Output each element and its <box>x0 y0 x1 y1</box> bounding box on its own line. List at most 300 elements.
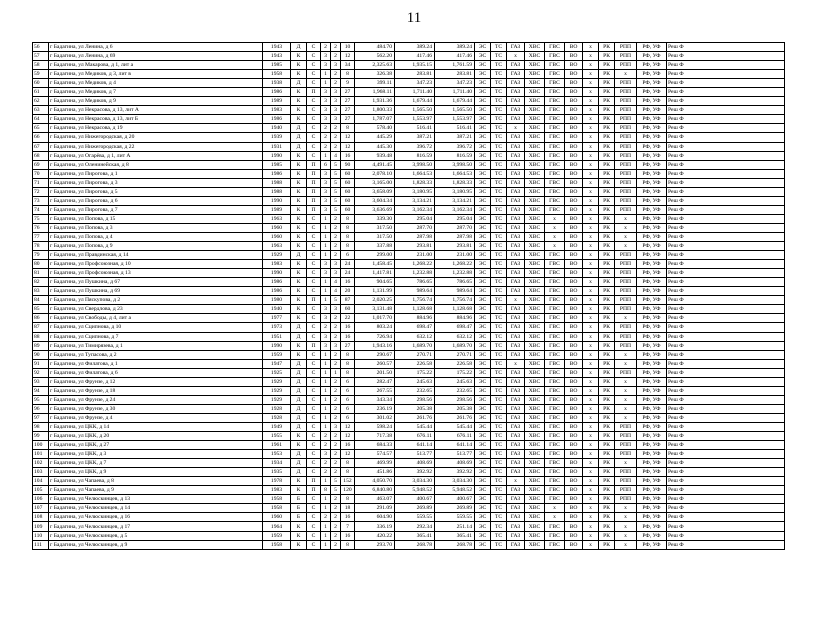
cell-build-year: 1939 <box>263 133 291 142</box>
cell-heating: ТС <box>491 133 507 142</box>
cell-total-area: 574.57 <box>355 450 395 459</box>
cell-waste: х <box>583 513 599 522</box>
cell-material: С <box>307 359 321 368</box>
cell-living-area: 292.34 <box>395 522 435 531</box>
cell-facade-code: РФ, УФ <box>637 450 667 459</box>
cell-cold-water: ХВС <box>525 504 545 513</box>
cell-waste: х <box>583 368 599 377</box>
cell-facade-code: РФ, УФ <box>637 223 667 232</box>
cell-waste: х <box>583 395 599 404</box>
cell-cold-water: ХВС <box>525 260 545 269</box>
cell-wall-type: Д <box>291 468 307 477</box>
cell-electricity: ЭС <box>475 404 491 413</box>
cell-sewerage: ВО <box>565 504 583 513</box>
cell-waste: х <box>583 124 599 133</box>
cell-heating: ТС <box>491 269 507 278</box>
cell-residential-area: 396.72 <box>435 142 475 151</box>
cell-waste: х <box>583 278 599 287</box>
cell-gas: х <box>507 52 525 61</box>
cell-waste: х <box>583 477 599 486</box>
cell-entrances: 1 <box>321 386 331 395</box>
cell-rpp-code: РПП <box>615 124 637 133</box>
cell-rk-code: РК <box>599 495 615 504</box>
cell-living-area: 5,948.52 <box>395 486 435 495</box>
cell-waste: х <box>583 404 599 413</box>
cell-hot-water: ГВС <box>545 142 565 151</box>
cell-facade-code: РФ, УФ <box>637 196 667 205</box>
cell-entrances: 3 <box>321 115 331 124</box>
cell-material: С <box>307 142 321 151</box>
cell-row-number: 111 <box>33 540 49 549</box>
cell-apartments: 12 <box>341 142 355 151</box>
cell-facade-code: РФ, УФ <box>637 323 667 332</box>
cell-rk-code: РК <box>599 477 615 486</box>
cell-facade-code: РФ, УФ <box>637 495 667 504</box>
cell-build-year: 1929 <box>263 395 291 404</box>
cell-rpp-code: х <box>615 504 637 513</box>
cell-apartments: 24 <box>341 269 355 278</box>
cell-wall-type: К <box>291 169 307 178</box>
cell-row-number: 106 <box>33 495 49 504</box>
cell-heating: ТС <box>491 531 507 540</box>
cell-wall-type: Б <box>291 513 307 522</box>
cell-electricity: ЭС <box>475 142 491 151</box>
cell-waste: х <box>583 341 599 350</box>
cell-row-number: 68 <box>33 151 49 160</box>
cell-cold-water: ХВС <box>525 314 545 323</box>
cell-build-year: 1951 <box>263 332 291 341</box>
cell-material: С <box>307 504 321 513</box>
cell-floors: 2 <box>331 413 341 422</box>
cell-decision: Реш Ф <box>667 413 785 422</box>
cell-hot-water: ГВС <box>545 441 565 450</box>
cell-rpp-code: РПП <box>615 278 637 287</box>
cell-gas: ГАЗ <box>507 88 525 97</box>
cell-rk-code: РК <box>599 196 615 205</box>
cell-floors: 5 <box>331 160 341 169</box>
cell-cold-water: ХВС <box>525 124 545 133</box>
cell-hot-water: ГВС <box>545 278 565 287</box>
cell-floors: 2 <box>331 377 341 386</box>
cell-waste: х <box>583 133 599 142</box>
cell-floors: 2 <box>331 133 341 142</box>
cell-facade-code: РФ, УФ <box>637 341 667 350</box>
cell-address: г Бадагина, ул Некрасова, д 13, лит А <box>49 106 263 115</box>
cell-waste: х <box>583 160 599 169</box>
cell-living-area: 1,268.22 <box>395 260 435 269</box>
cell-sewerage: ВО <box>565 359 583 368</box>
cell-address: г Бадагина, ул ЦКК, д 27 <box>49 441 263 450</box>
cell-address: г Бадагина, ул ЦКК, д 14 <box>49 422 263 431</box>
cell-waste: х <box>583 232 599 241</box>
cell-cold-water: ХВС <box>525 432 545 441</box>
cell-electricity: ЭС <box>475 377 491 386</box>
cell-apartments: 60 <box>341 169 355 178</box>
cell-rk-code: РК <box>599 79 615 88</box>
cell-floors: 3 <box>331 115 341 124</box>
cell-cold-water: ХВС <box>525 115 545 124</box>
cell-wall-type: Д <box>291 124 307 133</box>
table-row <box>33 251 785 260</box>
cell-electricity: ЭС <box>475 251 491 260</box>
cell-row-number: 103 <box>33 468 49 477</box>
cell-apartments: 20 <box>341 287 355 296</box>
cell-gas: ГАЗ <box>507 61 525 70</box>
cell-apartments: 27 <box>341 115 355 124</box>
cell-rk-code: РК <box>599 368 615 377</box>
cell-facade-code: РФ, УФ <box>637 359 667 368</box>
cell-rpp-code: РПП <box>615 305 637 314</box>
cell-floors: 3 <box>331 422 341 431</box>
cell-residential-area: 298.56 <box>435 395 475 404</box>
cell-entrances: 2 <box>321 43 331 52</box>
cell-rk-code: РК <box>599 260 615 269</box>
cell-apartments: 16 <box>341 441 355 450</box>
cell-row-number: 58 <box>33 61 49 70</box>
cell-apartments: 27 <box>341 341 355 350</box>
cell-residential-area: 408.69 <box>435 459 475 468</box>
cell-cold-water: ХВС <box>525 223 545 232</box>
cell-build-year: 1986 <box>263 169 291 178</box>
cell-entrances: 3 <box>321 52 331 61</box>
cell-heating: ТС <box>491 160 507 169</box>
cell-decision: Реш Ф <box>667 187 785 196</box>
cell-residential-area: 559.55 <box>435 513 475 522</box>
cell-residential-area: 295.04 <box>435 214 475 223</box>
cell-material: С <box>307 468 321 477</box>
cell-rpp-code: х <box>615 522 637 531</box>
cell-gas: х <box>507 124 525 133</box>
cell-entrances: 1 <box>321 214 331 223</box>
cell-gas: ГАЗ <box>507 196 525 205</box>
cell-electricity: ЭС <box>475 513 491 522</box>
cell-entrances: 1 <box>321 531 331 540</box>
cell-material: С <box>307 97 321 106</box>
cell-hot-water: ГВС <box>545 205 565 214</box>
cell-gas: ГАЗ <box>507 151 525 160</box>
cell-living-area: 347.23 <box>395 79 435 88</box>
cell-row-number: 86 <box>33 314 49 323</box>
cell-hot-water: ГВС <box>545 377 565 386</box>
cell-decision: Реш Ф <box>667 43 785 52</box>
cell-facade-code: РФ, УФ <box>637 205 667 214</box>
cell-living-area: 268.78 <box>395 540 435 549</box>
cell-residential-area: 545.44 <box>435 422 475 431</box>
cell-facade-code: РФ, УФ <box>637 468 667 477</box>
cell-build-year: 1978 <box>263 477 291 486</box>
cell-apartments: 8 <box>341 223 355 232</box>
cell-facade-code: РФ, УФ <box>637 187 667 196</box>
cell-waste: х <box>583 522 599 531</box>
cell-floors: 5 <box>331 296 341 305</box>
cell-address: г Бадагина, ул Попова, д 3 <box>49 223 263 232</box>
cell-total-area: 3,604.34 <box>355 196 395 205</box>
cell-heating: ТС <box>491 305 507 314</box>
cell-rk-code: РК <box>599 214 615 223</box>
cell-cold-water: ХВС <box>525 368 545 377</box>
cell-gas: ГАЗ <box>507 142 525 151</box>
cell-apartments: 8 <box>341 214 355 223</box>
cell-row-number: 89 <box>33 341 49 350</box>
cell-entrances: 1 <box>321 251 331 260</box>
cell-cold-water: ХВС <box>525 133 545 142</box>
cell-sewerage: ВО <box>565 323 583 332</box>
cell-living-area: 1,756.74 <box>395 296 435 305</box>
table-row <box>33 486 785 495</box>
cell-wall-type: К <box>291 278 307 287</box>
cell-hot-water: х <box>545 513 565 522</box>
cell-material: С <box>307 305 321 314</box>
cell-rk-code: РК <box>599 278 615 287</box>
cell-rpp-code: х <box>615 531 637 540</box>
cell-waste: х <box>583 223 599 232</box>
cell-row-number: 69 <box>33 160 49 169</box>
cell-total-area: 717.38 <box>355 432 395 441</box>
cell-entrances: 1 <box>321 395 331 404</box>
cell-residential-area: 232.65 <box>435 386 475 395</box>
cell-decision: Реш Ф <box>667 359 785 368</box>
table-row <box>33 359 785 368</box>
cell-heating: ТС <box>491 43 507 52</box>
cell-cold-water: ХВС <box>525 43 545 52</box>
cell-wall-type: К <box>291 61 307 70</box>
cell-floors: 3 <box>331 88 341 97</box>
cell-rk-code: РК <box>599 422 615 431</box>
cell-total-area: 4,491.45 <box>355 160 395 169</box>
cell-address: г Бадагина, ул Правдинская, д 14 <box>49 251 263 260</box>
cell-cold-water: ХВС <box>525 296 545 305</box>
cell-residential-area: 293.81 <box>435 242 475 251</box>
cell-apartments: 60 <box>341 178 355 187</box>
cell-waste: х <box>583 187 599 196</box>
cell-apartments: 16 <box>341 531 355 540</box>
cell-rpp-code: х <box>615 350 637 359</box>
cell-material: С <box>307 223 321 232</box>
cell-sewerage: ВО <box>565 287 583 296</box>
cell-heating: ТС <box>491 377 507 386</box>
cell-hot-water: ГВС <box>545 495 565 504</box>
cell-rpp-code: РПП <box>615 296 637 305</box>
cell-residential-area: 400.67 <box>435 495 475 504</box>
cell-heating: ТС <box>491 459 507 468</box>
cell-floors: 3 <box>331 61 341 70</box>
cell-gas: ГАЗ <box>507 232 525 241</box>
cell-build-year: 1959 <box>263 531 291 540</box>
cell-sewerage: ВО <box>565 432 583 441</box>
table-row <box>33 432 785 441</box>
cell-living-area: 270.71 <box>395 350 435 359</box>
cell-apartments: 60 <box>341 205 355 214</box>
cell-rpp-code: х <box>615 395 637 404</box>
cell-rk-code: РК <box>599 395 615 404</box>
cell-row-number: 81 <box>33 269 49 278</box>
cell-hot-water: ГВС <box>545 52 565 61</box>
cell-entrances: 2 <box>321 124 331 133</box>
cell-rk-code: РК <box>599 151 615 160</box>
cell-heating: ТС <box>491 513 507 522</box>
cell-waste: х <box>583 242 599 251</box>
cell-material: С <box>307 314 321 323</box>
cell-floors: 2 <box>331 223 341 232</box>
cell-sewerage: ВО <box>565 187 583 196</box>
cell-total-area: 939.48 <box>355 151 395 160</box>
cell-electricity: ЭС <box>475 88 491 97</box>
cell-electricity: ЭС <box>475 115 491 124</box>
cell-build-year: 1963 <box>263 242 291 251</box>
cell-wall-type: К <box>291 531 307 540</box>
cell-entrances: 1 <box>321 242 331 251</box>
table-row <box>33 341 785 350</box>
cell-total-area: 1,943.16 <box>355 341 395 350</box>
cell-wall-type: К <box>291 178 307 187</box>
cell-address: г Бадагина, ул Ленина, д 69 <box>49 52 263 61</box>
cell-wall-type: Д <box>291 422 307 431</box>
cell-cold-water: ХВС <box>525 386 545 395</box>
cell-living-area: 298.56 <box>395 395 435 404</box>
cell-wall-type: К <box>291 441 307 450</box>
table-row <box>33 477 785 486</box>
cell-sewerage: ВО <box>565 296 583 305</box>
cell-heating: ТС <box>491 332 507 341</box>
cell-decision: Реш Ф <box>667 115 785 124</box>
cell-living-area: 559.55 <box>395 513 435 522</box>
cell-floors: 2 <box>331 142 341 151</box>
cell-wall-type: К <box>291 223 307 232</box>
cell-hot-water: ГВС <box>545 196 565 205</box>
cell-residential-area: 3,162.34 <box>435 205 475 214</box>
cell-hot-water: ГВС <box>545 160 565 169</box>
table-row <box>33 413 785 422</box>
cell-waste: х <box>583 251 599 260</box>
cell-gas: ГАЗ <box>507 97 525 106</box>
cell-entrances: 3 <box>321 88 331 97</box>
table-row <box>33 395 785 404</box>
cell-hot-water: ГВС <box>545 386 565 395</box>
cell-sewerage: ВО <box>565 142 583 151</box>
cell-build-year: 1928 <box>263 413 291 422</box>
cell-row-number: 90 <box>33 350 49 359</box>
cell-total-area: 3,131.48 <box>355 305 395 314</box>
cell-waste: х <box>583 350 599 359</box>
cell-residential-area: 245.63 <box>435 377 475 386</box>
cell-sewerage: ВО <box>565 377 583 386</box>
cell-heating: ТС <box>491 196 507 205</box>
cell-facade-code: РФ, УФ <box>637 305 667 314</box>
cell-waste: х <box>583 97 599 106</box>
cell-hot-water: ГВС <box>545 531 565 540</box>
cell-wall-type: Д <box>291 368 307 377</box>
cell-decision: Реш Ф <box>667 79 785 88</box>
cell-floors: 4 <box>331 278 341 287</box>
cell-hot-water: ГВС <box>545 296 565 305</box>
cell-total-area: 1,131.99 <box>355 287 395 296</box>
cell-electricity: ЭС <box>475 495 491 504</box>
cell-rpp-code: РПП <box>615 115 637 124</box>
cell-living-area: 3,162.34 <box>395 205 435 214</box>
cell-cold-water: ХВС <box>525 160 545 169</box>
cell-facade-code: РФ, УФ <box>637 377 667 386</box>
table-row <box>33 314 785 323</box>
cell-row-number: 72 <box>33 187 49 196</box>
cell-build-year: 1986 <box>263 287 291 296</box>
cell-electricity: ЭС <box>475 242 491 251</box>
cell-wall-type: Д <box>291 323 307 332</box>
cell-rk-code: РК <box>599 142 615 151</box>
cell-apartments: 8 <box>341 124 355 133</box>
cell-residential-area: 270.71 <box>435 350 475 359</box>
cell-rpp-code: РПП <box>615 196 637 205</box>
cell-wall-type: Б <box>291 504 307 513</box>
cell-total-area: 562.20 <box>355 52 395 61</box>
cell-apartments: 10 <box>341 43 355 52</box>
cell-row-number: 79 <box>33 251 49 260</box>
cell-residential-area: 417.46 <box>435 52 475 61</box>
table-row <box>33 287 785 296</box>
cell-entrances: 1 <box>321 422 331 431</box>
cell-hot-water: ГВС <box>545 368 565 377</box>
cell-electricity: ЭС <box>475 97 491 106</box>
cell-entrances: 1 <box>321 79 331 88</box>
cell-material: С <box>307 124 321 133</box>
cell-electricity: ЭС <box>475 432 491 441</box>
cell-gas: ГАЗ <box>507 540 525 549</box>
cell-build-year: 1983 <box>263 486 291 495</box>
cell-electricity: ЭС <box>475 232 491 241</box>
cell-build-year: 1989 <box>263 205 291 214</box>
cell-floors: 2 <box>331 79 341 88</box>
cell-floors: 5 <box>331 205 341 214</box>
cell-hot-water: ГВС <box>545 260 565 269</box>
cell-decision: Реш Ф <box>667 124 785 133</box>
cell-build-year: 1947 <box>263 359 291 368</box>
cell-material: С <box>307 432 321 441</box>
cell-electricity: ЭС <box>475 269 491 278</box>
cell-sewerage: ВО <box>565 540 583 549</box>
table-row <box>33 70 785 79</box>
cell-residential-area: 641.14 <box>435 441 475 450</box>
cell-hot-water: ГВС <box>545 459 565 468</box>
cell-address: г Бадагина, ул Попова, д 15 <box>49 214 263 223</box>
cell-entrances: 3 <box>321 178 331 187</box>
cell-build-year: 1943 <box>263 52 291 61</box>
cell-material: С <box>307 242 321 251</box>
cell-total-area: 267.55 <box>355 386 395 395</box>
cell-sewerage: ВО <box>565 314 583 323</box>
cell-living-area: 365.41 <box>395 531 435 540</box>
cell-total-area: 469.99 <box>355 459 395 468</box>
cell-gas: ГАЗ <box>507 278 525 287</box>
cell-heating: ТС <box>491 70 507 79</box>
cell-address: г Бадагина, ул Макаровa, д 1, лит а <box>49 61 263 70</box>
cell-waste: х <box>583 79 599 88</box>
cell-hot-water: ГВС <box>545 332 565 341</box>
table-row <box>33 404 785 413</box>
cell-residential-area: 989.64 <box>435 287 475 296</box>
cell-sewerage: ВО <box>565 43 583 52</box>
cell-facade-code: РФ, УФ <box>637 314 667 323</box>
cell-apartments: 8 <box>341 232 355 241</box>
cell-sewerage: ВО <box>565 305 583 314</box>
cell-floors: 2 <box>331 359 341 368</box>
cell-decision: Реш Ф <box>667 432 785 441</box>
cell-row-number: 78 <box>33 242 49 251</box>
cell-electricity: ЭС <box>475 214 491 223</box>
cell-electricity: ЭС <box>475 522 491 531</box>
cell-hot-water: ГВС <box>545 323 565 332</box>
cell-address: г Бадагина, ул Филатова, д 1 <box>49 359 263 368</box>
cell-rk-code: РК <box>599 269 615 278</box>
cell-gas: ГАЗ <box>507 323 525 332</box>
